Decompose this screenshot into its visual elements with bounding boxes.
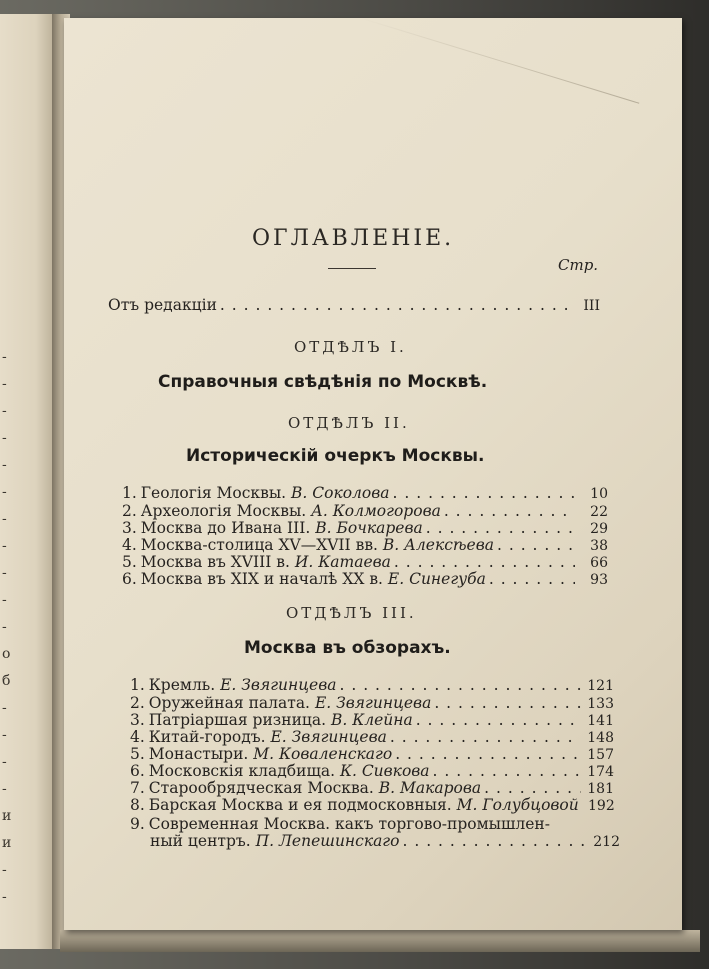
section-heading: ОТДѢЛЪ II. — [288, 414, 410, 432]
entry-page-number: 29 — [590, 521, 608, 537]
entry-page-number: 10 — [590, 486, 608, 502]
entry-title: Китай-городъ. — [148, 728, 266, 746]
entry-author: Е. Синегуба — [387, 570, 486, 588]
page-bottom-edge — [60, 930, 700, 952]
dot-leader — [395, 745, 581, 763]
entry-number: 5. — [130, 745, 145, 763]
entry-page-number: 93 — [590, 572, 608, 588]
entry-page-number: 212 — [593, 834, 620, 850]
left-page-text-fragments: - - - - - - - - - - - о б - - - - и и - - — [2, 349, 12, 905]
dot-leader — [416, 711, 581, 729]
toc-entry[interactable] — [130, 676, 614, 694]
page-title: ОГЛАВЛЕНІЕ. — [252, 226, 455, 251]
section-title: Историческій очеркъ Москвы. — [186, 446, 485, 466]
dot-leader — [393, 484, 575, 502]
dot-leader — [339, 676, 581, 694]
dot-leader — [489, 570, 575, 588]
entry-number: 1. — [122, 484, 137, 502]
entry-title: ный центръ. — [150, 832, 251, 850]
toc-entry[interactable] — [122, 484, 608, 502]
toc-entry[interactable] — [130, 796, 624, 814]
section-title: Справочныя свѣдѣнія по Москвѣ. — [158, 372, 488, 392]
entry-author: Е. Звягинцева — [314, 694, 432, 712]
entry-title: Современная Москва. какъ торгово-промышлен- — [148, 815, 550, 833]
entry-title: Барская Москва и ея подмосковныя. — [148, 796, 452, 814]
entry-author: Е. Звягинцева — [270, 728, 387, 746]
toc-entry[interactable] — [122, 519, 608, 537]
entry-number: 2. — [130, 694, 145, 712]
dot-leader — [484, 779, 581, 797]
dot-leader — [402, 832, 587, 850]
entry-page-number: 133 — [587, 696, 614, 712]
toc-entry[interactable] — [130, 815, 624, 833]
dot-leader — [434, 694, 581, 712]
dot-leader — [390, 728, 581, 746]
left-page — [0, 14, 60, 949]
entry-page-number: 121 — [587, 678, 614, 694]
entry-number: 5. — [122, 553, 137, 571]
entry-number: 6. — [130, 762, 145, 780]
entry-author: В. Соколова — [291, 484, 390, 502]
entry-title: Отъ редакціи — [108, 296, 217, 314]
dot-leader — [394, 553, 575, 571]
dot-leader — [497, 536, 575, 554]
entry-title: Оружейная палата. — [148, 694, 310, 712]
toc-entry-preface[interactable] — [108, 296, 600, 314]
entry-number: 3. — [122, 519, 137, 537]
dot-leader — [426, 519, 575, 537]
entry-author: Е. Звягинцева — [220, 676, 337, 694]
toc-entry[interactable] — [122, 553, 608, 571]
entry-page-number: 192 — [588, 798, 615, 814]
entry-number: 7. — [130, 779, 145, 797]
entry-page-number: 38 — [590, 538, 608, 554]
entry-page-number: 66 — [590, 555, 608, 571]
entry-page-number: 157 — [587, 747, 614, 763]
entry-number: 6. — [122, 570, 137, 588]
section-heading: ОТДѢЛЪ I. — [294, 338, 407, 356]
toc-entry[interactable] — [130, 711, 614, 729]
page-column-label: Стр. — [558, 256, 599, 274]
entry-author: М. Голубцовой — [456, 796, 579, 814]
entry-title: Москва до Ивана III. — [140, 519, 311, 537]
entry-title: Москва-столица XV—XVII вв. — [140, 536, 378, 554]
entry-title: Москва въ XVIII в. — [140, 553, 290, 571]
entry-author: М. Коваленскаго — [253, 745, 393, 763]
entry-page-number: 148 — [587, 730, 614, 746]
entry-page-number: 174 — [587, 764, 614, 780]
entry-number: 2. — [122, 502, 137, 520]
dot-leader — [433, 762, 581, 780]
entry-number: 1. — [130, 676, 145, 694]
toc-entry[interactable] — [130, 728, 614, 746]
toc-entry[interactable] — [130, 762, 614, 780]
toc-entry[interactable] — [130, 779, 614, 797]
entry-page-number: 141 — [587, 713, 614, 729]
entry-author: В. Макарова — [378, 779, 482, 797]
toc-entry[interactable] — [130, 694, 614, 712]
entry-author: И. Катаева — [294, 553, 391, 571]
section-title: Москва въ обзорахъ. — [244, 638, 451, 658]
entry-number: 4. — [130, 728, 145, 746]
title-rule — [328, 268, 376, 269]
section-heading: ОТДѢЛЪ III. — [286, 604, 417, 622]
entry-author: К. Сивкова — [339, 762, 430, 780]
entry-page-number: III — [583, 298, 600, 314]
toc-entry[interactable] — [122, 502, 608, 520]
entry-author: В. Бочкарева — [315, 519, 423, 537]
entry-author: П. Лепешинскаго — [255, 832, 400, 850]
entry-title: Старообрядческая Москва. — [148, 779, 374, 797]
entry-title: Патріаршая ризница. — [148, 711, 327, 729]
entry-number: 4. — [122, 536, 137, 554]
entry-title: Геологія Москвы. — [140, 484, 287, 502]
entry-author: А. Колмогорова — [311, 502, 441, 520]
entry-title: Монастыри. — [148, 745, 249, 763]
toc-entry[interactable] — [122, 570, 608, 588]
entry-author: В. Алексѣева — [382, 536, 494, 554]
entry-page-number: 181 — [587, 781, 614, 797]
toc-entry-continuation[interactable] — [150, 832, 620, 850]
entry-number: 9. — [130, 815, 145, 833]
entry-title: Кремль. — [148, 676, 216, 694]
entry-title: Московскія кладбища. — [148, 762, 336, 780]
toc-entry[interactable] — [122, 536, 608, 554]
entry-title: Археологія Москвы. — [140, 502, 307, 520]
entry-number: 3. — [130, 711, 145, 729]
entry-number: 8. — [130, 796, 145, 814]
entry-author: В. Клейна — [330, 711, 413, 729]
entry-page-number: 22 — [590, 504, 608, 520]
dot-leader — [444, 502, 575, 520]
entry-title: Москва въ XIX и началѣ XX в. — [140, 570, 383, 588]
toc-entry[interactable] — [130, 745, 614, 763]
dot-leader — [220, 296, 567, 314]
